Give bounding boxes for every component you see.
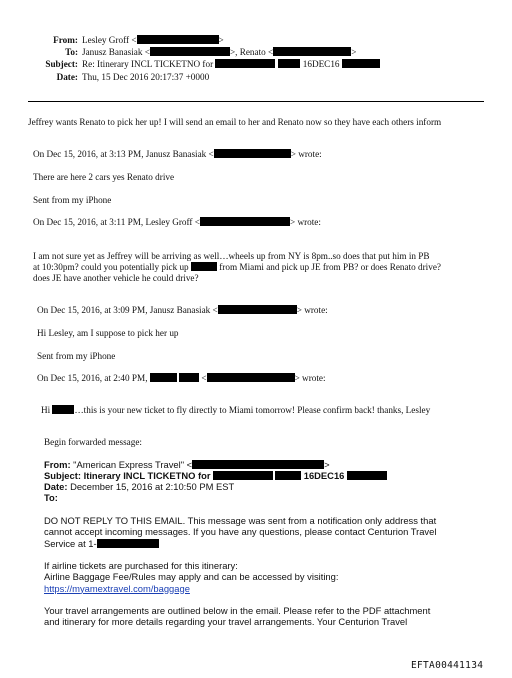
redaction <box>191 262 217 271</box>
quote1-signature: Sent from my iPhone <box>33 195 112 205</box>
header-subject-line <box>14 59 380 70</box>
quote4-body: Hi …this is your new ticket to fly directly to Miami tomorrow! Please confirm back! thanks, Lesley <box>41 405 431 415</box>
subject-code: 16DEC16 <box>302 59 340 69</box>
forward-paragraph-2: If airline tickets are purchased for this itinerary: Airline Baggage Fee/Rules may apply and can be accessed by visiting: https://myamextravel.com/baggage <box>44 560 339 594</box>
redaction <box>214 149 291 158</box>
redaction <box>150 47 230 56</box>
redaction <box>200 217 290 226</box>
subject-value: Re: Itinerary INCL TICKETNO for <box>82 59 214 69</box>
redaction <box>278 59 300 68</box>
redaction <box>273 47 351 56</box>
quote1-body: There are here 2 cars yes Renato drive <box>33 172 175 182</box>
to-label: To: <box>65 47 78 57</box>
redaction <box>179 373 199 382</box>
from-value: Lesley Groff < <box>82 35 137 45</box>
from-label: From: <box>53 35 78 45</box>
message-text: Jeffrey wants Renato to pick her up! I will send an email to her and Renato now so they have each others inform <box>28 117 442 127</box>
date-value: Thu, 15 Dec 2016 20:17:37 +0000 <box>82 72 210 82</box>
quote2-line1: I am not sure yet as Jeffrey will be arriving as well…wheels up from NY is 8pm..so does that put him in PB <box>33 251 430 261</box>
redaction <box>347 471 387 480</box>
forward-to-line: To: <box>44 492 58 503</box>
redaction <box>97 539 159 548</box>
quote4-intro: On Dec 15, 2016, at 2:40 PM, < > wrote: <box>37 373 326 383</box>
quote1-intro: On Dec 15, 2016, at 3:13 PM, Janusz Banasiak < > wrote: <box>33 149 322 159</box>
redaction <box>192 460 324 469</box>
redaction <box>137 35 219 44</box>
header-date-line <box>14 72 209 83</box>
forward-paragraph-3: Your travel arrangements are outlined below in the email. Please refer to the PDF attachment and itinerary for more details regarding your travel arrangements. Your Centurion Travel <box>44 605 431 628</box>
redaction <box>275 471 301 480</box>
forward-subject-line: Subject: Itinerary INCL TICKETNO for 16DEC16 <box>44 471 387 481</box>
redaction <box>213 471 273 480</box>
quote2-intro: On Dec 15, 2016, at 3:11 PM, Lesley Groff < > wrote: <box>33 217 321 227</box>
date-label: Date: <box>56 72 78 82</box>
subject-label: Subject: <box>45 59 78 69</box>
quote3-intro: On Dec 15, 2016, at 3:09 PM, Janusz Banasiak < > wrote: <box>37 305 328 315</box>
quote2-line3: does JE have another vehicle he could drive? <box>33 273 199 283</box>
header-to-line: To: Janusz Banasiak < >, Renato < > <box>14 47 356 58</box>
redaction <box>342 59 380 68</box>
forward-paragraph-1: DO NOT REPLY TO THIS EMAIL. This message was sent from a notification only address that cannot accept incoming messages. If you have any questions, please contact Centurion Travel Service at 1- <box>44 515 437 549</box>
forward-begin: Begin forwarded message: <box>44 437 142 447</box>
header-divider <box>28 101 484 102</box>
redaction <box>52 405 74 414</box>
quote3-signature: Sent from my iPhone <box>37 351 116 361</box>
header-from-line: From: Lesley Groff < > <box>14 35 224 46</box>
baggage-link[interactable]: https://myamextravel.com/baggage <box>44 582 190 594</box>
forward-from-line: From: "American Express Travel" < > <box>44 459 330 470</box>
redaction <box>215 59 275 68</box>
redaction <box>218 305 297 314</box>
quote2-line2: at 10:30pm? could you potentially pick up from Miami and pick up JE from PB? or does Renato drive? <box>33 262 441 272</box>
quote3-body: Hi Lesley, am I suppose to pick her up <box>37 328 179 338</box>
redaction <box>150 373 177 382</box>
to-value: Janusz Banasiak < <box>82 47 150 57</box>
forward-date-line: Date: December 15, 2016 at 2:10:50 PM EST <box>44 481 235 492</box>
document-id: EFTA00441134 <box>411 660 484 671</box>
redaction <box>207 373 295 382</box>
